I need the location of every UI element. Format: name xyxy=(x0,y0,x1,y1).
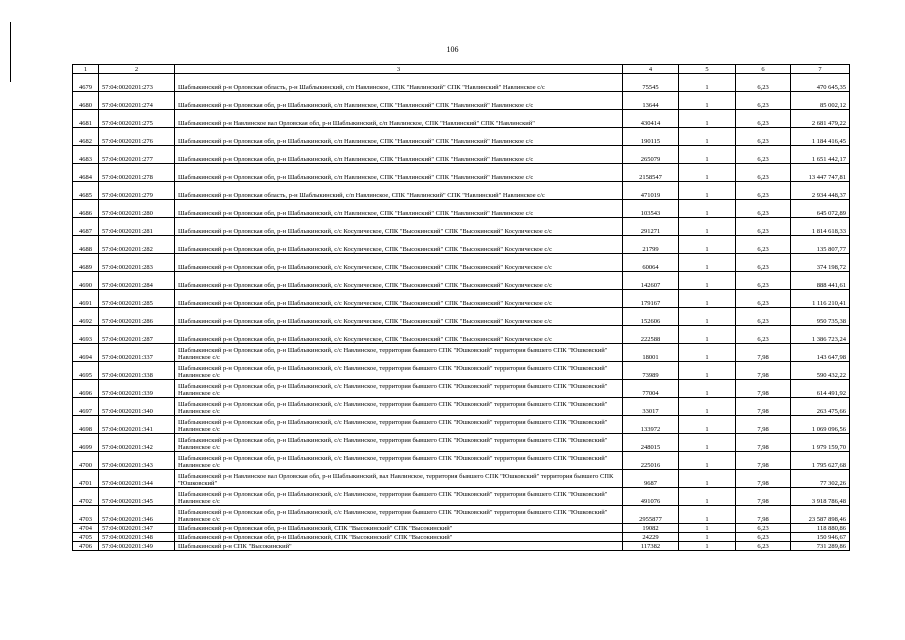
address-text: Шаблыкинский р-н Орловская обл, р-н Шаблыкинский, с/п Навлинское, СПК "Навлинский" СПК "Навлинский" Навлинское с/с xyxy=(175,200,623,218)
cadastral-number: 57:04:0020201:285 xyxy=(99,290,175,308)
address-text: Шаблыкинский р-н Орловская обл, р-н Шаблыкинский, СПК "Высокинский" СПК "Высокинский" xyxy=(175,533,623,542)
area-value: 133972 xyxy=(623,416,679,434)
cadastral-number: 57:04:0020201:280 xyxy=(99,200,175,218)
sum-value: 1 184 416,45 xyxy=(791,128,850,146)
table-row xyxy=(73,236,850,254)
sum-value: 3 918 786,48 xyxy=(791,488,850,506)
sum-value: 143 647,98 xyxy=(791,344,850,362)
table-row xyxy=(73,128,850,146)
sum-value: 1 795 627,68 xyxy=(791,452,850,470)
row-number: 4691 xyxy=(73,290,99,308)
area-value: 179167 xyxy=(623,290,679,308)
table-row xyxy=(73,92,850,110)
row-number: 4695 xyxy=(73,362,99,380)
table-row xyxy=(73,488,850,506)
row-number: 4687 xyxy=(73,218,99,236)
table-row xyxy=(73,326,850,344)
sum-value: 263 475,66 xyxy=(791,398,850,416)
table-row xyxy=(73,146,850,164)
cadastral-number: 57:04:0020201:347 xyxy=(99,524,175,533)
column-header: 7 xyxy=(791,65,850,74)
address-text: Шаблыкинский р-н Орловская обл, р-н Шаблыкинский, с/п Навлинское, СПК "Навлинский" СПК "Навлинский" Навлинское с/с xyxy=(175,92,623,110)
address-text: Шаблыкинский р-н Орловская обл, р-н Шаблыкинский, с/с Косулическое, СПК "Высокинский" СПК "Высокинский" Косулическое с/с xyxy=(175,290,623,308)
address-text: Шаблыкинский р-н Орловская обл, р-н Шаблыкинский, с/с Навлинское, территория бывшего СПК "Юшковский" территория бывшего СПК "Юшковский" Навлинское с/с xyxy=(175,488,623,506)
cadastral-number: 57:04:0020201:345 xyxy=(99,488,175,506)
row-number: 4680 xyxy=(73,92,99,110)
sum-value: 614 491,92 xyxy=(791,380,850,398)
rate-value: 7,98 xyxy=(736,416,791,434)
page-number: 106 xyxy=(446,45,459,54)
cadastral-number: 57:04:0020201:343 xyxy=(99,452,175,470)
address-text: Шаблыкинский р-н Орловская обл, р-н Шаблыкинский, с/с Навлинское, территория бывшего СПК "Юшковский" территория бывшего СПК "Юшковский" Навлинское с/с xyxy=(175,416,623,434)
column-header: 1 xyxy=(73,65,99,74)
sum-value: 77 302,26 xyxy=(791,470,850,488)
area-value: 265079 xyxy=(623,146,679,164)
sum-value: 888 441,61 xyxy=(791,272,850,290)
address-text: Шаблыкинский р-н Орловская обл, р-н Шаблыкинский, с/с Навлинское, территория бывшего СПК "Юшковский" территория бывшего СПК "Юшковский" Навлинское с/с xyxy=(175,398,623,416)
table-row xyxy=(73,164,850,182)
count-value: 1 xyxy=(679,200,736,218)
sum-value: 1 069 096,56 xyxy=(791,416,850,434)
count-value: 1 xyxy=(679,470,736,488)
sum-value: 645 072,89 xyxy=(791,200,850,218)
count-value: 1 xyxy=(679,254,736,272)
sum-value: 13 447 747,81 xyxy=(791,164,850,182)
table-row xyxy=(73,416,850,434)
table-row xyxy=(73,542,850,551)
sum-value: 731 289,86 xyxy=(791,542,850,551)
rate-value: 7,98 xyxy=(736,362,791,380)
address-text: Шаблыкинский р-н Орловская обл, р-н Шаблыкинский, с/с Навлинское, территория бывшего СПК "Юшковский" территория бывшего СПК "Юшковский" Навлинское с/с xyxy=(175,344,623,362)
table-row xyxy=(73,506,850,524)
area-value: 291271 xyxy=(623,218,679,236)
cadastral-number: 57:04:0020201:277 xyxy=(99,146,175,164)
rate-value: 6,23 xyxy=(736,146,791,164)
row-number: 4689 xyxy=(73,254,99,272)
area-value: 471019 xyxy=(623,182,679,200)
sum-value: 590 432,22 xyxy=(791,362,850,380)
area-value: 21799 xyxy=(623,236,679,254)
rate-value: 6,23 xyxy=(736,110,791,128)
row-number: 4701 xyxy=(73,470,99,488)
cadastral-number: 57:04:0020201:349 xyxy=(99,542,175,551)
row-number: 4688 xyxy=(73,236,99,254)
area-value: 2955877 xyxy=(623,506,679,524)
table-row xyxy=(73,398,850,416)
table-row xyxy=(73,200,850,218)
table-row xyxy=(73,524,850,533)
cadastral-number: 57:04:0020201:344 xyxy=(99,470,175,488)
area-value: 222588 xyxy=(623,326,679,344)
sum-value: 950 735,38 xyxy=(791,308,850,326)
table-row xyxy=(73,308,850,326)
cadastral-number: 57:04:0020201:337 xyxy=(99,344,175,362)
rate-value: 7,98 xyxy=(736,452,791,470)
rate-value: 6,23 xyxy=(736,164,791,182)
sum-value: 118 880,86 xyxy=(791,524,850,533)
count-value: 1 xyxy=(679,218,736,236)
rate-value: 6,23 xyxy=(736,254,791,272)
row-number: 4690 xyxy=(73,272,99,290)
sum-value: 1 814 618,33 xyxy=(791,218,850,236)
count-value: 1 xyxy=(679,416,736,434)
address-text: Шаблыкинский р-н Орловская обл, р-н Шаблыкинский, с/п Навлинское, СПК "Навлинский" СПК "Навлинский" Навлинское с/с xyxy=(175,146,623,164)
rate-value: 6,23 xyxy=(736,272,791,290)
column-header: 6 xyxy=(736,65,791,74)
header-row xyxy=(73,65,850,74)
sum-value: 1 386 723,24 xyxy=(791,326,850,344)
area-value: 18001 xyxy=(623,344,679,362)
count-value: 1 xyxy=(679,308,736,326)
address-text: Шаблыкинский р-н Орловская область, р-н Шаблыкинский, с/п Навлинское, СПК "Навлинский" СПК "Навлинский" Навлинское с/с xyxy=(175,74,623,92)
address-text: Шаблыкинский р-н Орловская обл, р-н Шаблыкинский, с/с Навлинское, территория бывшего СПК "Юшковский" территория бывшего СПК "Юшковский" Навлинское с/с xyxy=(175,452,623,470)
count-value: 1 xyxy=(679,326,736,344)
row-number: 4700 xyxy=(73,452,99,470)
count-value: 1 xyxy=(679,272,736,290)
sum-value: 2 934 448,37 xyxy=(791,182,850,200)
address-text: Шаблыкинский р-н Орловская обл, р-н Шаблыкинский, с/с Косулическое, СПК "Высокинский" СПК "Высокинский" Косулическое с/с xyxy=(175,236,623,254)
row-number: 4686 xyxy=(73,200,99,218)
cadastral-number: 57:04:0020201:278 xyxy=(99,164,175,182)
table-row xyxy=(73,470,850,488)
column-header: 2 xyxy=(99,65,175,74)
count-value: 1 xyxy=(679,452,736,470)
cadastral-number: 57:04:0020201:279 xyxy=(99,182,175,200)
rate-value: 6,23 xyxy=(736,524,791,533)
sum-value: 374 198,72 xyxy=(791,254,850,272)
count-value: 1 xyxy=(679,110,736,128)
cadastral-number: 57:04:0020201:341 xyxy=(99,416,175,434)
count-value: 1 xyxy=(679,74,736,92)
count-value: 1 xyxy=(679,524,736,533)
count-value: 1 xyxy=(679,533,736,542)
table-row xyxy=(73,182,850,200)
cadastral-number: 57:04:0020201:283 xyxy=(99,254,175,272)
rate-value: 6,23 xyxy=(736,74,791,92)
count-value: 1 xyxy=(679,182,736,200)
count-value: 1 xyxy=(679,344,736,362)
row-number: 4681 xyxy=(73,110,99,128)
address-text: Шаблыкинский р-н Навлинское вал Орловская обл, р-н Шаблыкинский, вал Навлинское, территория бывшего СПК "Юшковский" территория бывшего СПК "Юшковский" xyxy=(175,470,623,488)
cadastral-number: 57:04:0020201:286 xyxy=(99,308,175,326)
rate-value: 6,23 xyxy=(736,92,791,110)
address-text: Шаблыкинский р-н СПК "Высокинский" xyxy=(175,542,623,551)
rate-value: 7,98 xyxy=(736,470,791,488)
cadastral-number: 57:04:0020201:273 xyxy=(99,74,175,92)
sum-value: 85 002,12 xyxy=(791,92,850,110)
table-row xyxy=(73,290,850,308)
area-value: 248015 xyxy=(623,434,679,452)
sum-value: 135 807,77 xyxy=(791,236,850,254)
area-value: 9687 xyxy=(623,470,679,488)
area-value: 117382 xyxy=(623,542,679,551)
table-row xyxy=(73,272,850,290)
count-value: 1 xyxy=(679,542,736,551)
rate-value: 7,98 xyxy=(736,488,791,506)
table-body xyxy=(73,74,850,551)
rate-value: 6,23 xyxy=(736,326,791,344)
rate-value: 7,98 xyxy=(736,398,791,416)
row-number: 4693 xyxy=(73,326,99,344)
table-row xyxy=(73,362,850,380)
rate-value: 6,23 xyxy=(736,218,791,236)
column-header: 5 xyxy=(679,65,736,74)
rate-value: 6,23 xyxy=(736,533,791,542)
address-text: Шаблыкинский р-н Орловская обл, р-н Шаблыкинский, с/с Косулическое, СПК "Высокинский" СПК "Высокинский" Косулическое с/с xyxy=(175,272,623,290)
address-text: Шаблыкинский р-н Орловская обл, р-н Шаблыкинский, с/п Навлинское, СПК "Навлинский" СПК "Навлинский" Навлинское с/с xyxy=(175,164,623,182)
rate-value: 6,23 xyxy=(736,182,791,200)
area-value: 190115 xyxy=(623,128,679,146)
address-text: Шаблыкинский р-н Орловская обл, р-н Шаблыкинский, с/с Косулическое, СПК "Высокинский" СПК "Высокинский" Косулическое с/с xyxy=(175,254,623,272)
column-header: 4 xyxy=(623,65,679,74)
count-value: 1 xyxy=(679,398,736,416)
row-number: 4684 xyxy=(73,164,99,182)
area-value: 60064 xyxy=(623,254,679,272)
cadastral-number: 57:04:0020201:281 xyxy=(99,218,175,236)
area-value: 152606 xyxy=(623,308,679,326)
table-row xyxy=(73,533,850,542)
count-value: 1 xyxy=(679,362,736,380)
cadastral-number: 57:04:0020201:284 xyxy=(99,272,175,290)
count-value: 1 xyxy=(679,146,736,164)
cadastral-number: 57:04:0020201:339 xyxy=(99,380,175,398)
table-row xyxy=(73,218,850,236)
area-value: 19082 xyxy=(623,524,679,533)
table-row xyxy=(73,452,850,470)
row-number: 4682 xyxy=(73,128,99,146)
address-text: Шаблыкинский р-н Орловская обл, р-н Шаблыкинский, СПК "Высокинский" СПК "Высокинский" xyxy=(175,524,623,533)
table-row xyxy=(73,110,850,128)
count-value: 1 xyxy=(679,380,736,398)
area-value: 430414 xyxy=(623,110,679,128)
column-header: 3 xyxy=(175,65,623,74)
rate-value: 7,98 xyxy=(736,434,791,452)
count-value: 1 xyxy=(679,488,736,506)
address-text: Шаблыкинский р-н Орловская обл, р-н Шаблыкинский, с/с Косулическое, СПК "Высокинский" СПК "Высокинский" Косулическое с/с xyxy=(175,308,623,326)
cadastral-number: 57:04:0020201:342 xyxy=(99,434,175,452)
row-number: 4692 xyxy=(73,308,99,326)
area-value: 491076 xyxy=(623,488,679,506)
sum-value: 150 946,67 xyxy=(791,533,850,542)
count-value: 1 xyxy=(679,236,736,254)
area-value: 24229 xyxy=(623,533,679,542)
area-value: 225016 xyxy=(623,452,679,470)
rate-value: 7,98 xyxy=(736,506,791,524)
count-value: 1 xyxy=(679,506,736,524)
row-number: 4704 xyxy=(73,524,99,533)
address-text: Шаблыкинский р-н Орловская обл, р-н Шаблыкинский, с/п Навлинское, СПК "Навлинский" СПК "Навлинский" Навлинское с/с xyxy=(175,128,623,146)
area-value: 75545 xyxy=(623,74,679,92)
row-number: 4705 xyxy=(73,533,99,542)
rate-value: 6,23 xyxy=(736,200,791,218)
row-number: 4703 xyxy=(73,506,99,524)
sum-value: 1 979 159,70 xyxy=(791,434,850,452)
sum-value: 470 645,35 xyxy=(791,74,850,92)
table-row xyxy=(73,254,850,272)
cadastral-number: 57:04:0020201:287 xyxy=(99,326,175,344)
row-number: 4697 xyxy=(73,398,99,416)
address-text: Шаблыкинский р-н Орловская обл, р-н Шаблыкинский, с/с Навлинское, территория бывшего СПК "Юшковский" территория бывшего СПК "Юшковский" Навлинское с/с xyxy=(175,506,623,524)
sum-value: 23 587 898,46 xyxy=(791,506,850,524)
table-row xyxy=(73,380,850,398)
row-number: 4706 xyxy=(73,542,99,551)
rate-value: 6,23 xyxy=(736,308,791,326)
sum-value: 1 651 442,17 xyxy=(791,146,850,164)
area-value: 33017 xyxy=(623,398,679,416)
row-number: 4679 xyxy=(73,74,99,92)
sum-value: 2 681 479,22 xyxy=(791,110,850,128)
address-text: Шаблыкинский р-н Орловская обл, р-н Шаблыкинский, с/с Навлинское, территория бывшего СПК "Юшковский" территория бывшего СПК "Юшковский" Навлинское с/с xyxy=(175,380,623,398)
cadastral-number: 57:04:0020201:340 xyxy=(99,398,175,416)
rate-value: 6,23 xyxy=(736,290,791,308)
row-number: 4702 xyxy=(73,488,99,506)
count-value: 1 xyxy=(679,290,736,308)
row-number: 4696 xyxy=(73,380,99,398)
area-value: 73989 xyxy=(623,362,679,380)
row-number: 4694 xyxy=(73,344,99,362)
cadastral-number: 57:04:0020201:348 xyxy=(99,533,175,542)
rate-value: 6,23 xyxy=(736,542,791,551)
cadastral-number: 57:04:0020201:282 xyxy=(99,236,175,254)
rate-value: 7,98 xyxy=(736,344,791,362)
count-value: 1 xyxy=(679,128,736,146)
cadastral-number: 57:04:0020201:338 xyxy=(99,362,175,380)
register-table xyxy=(72,64,850,551)
area-value: 77004 xyxy=(623,380,679,398)
address-text: Шаблыкинский р-н Орловская область, р-н Шаблыкинский, с/п Навлинское, СПК "Навлинский" СПК "Навлинский" Навлинское с/с xyxy=(175,182,623,200)
address-text: Шаблыкинский р-н Орловская обл, р-н Шаблыкинский, с/с Навлинское, территория бывшего СПК "Юшковский" территория бывшего СПК "Юшковский" Навлинское с/с xyxy=(175,434,623,452)
area-value: 103543 xyxy=(623,200,679,218)
table-row xyxy=(73,434,850,452)
rate-value: 6,23 xyxy=(736,128,791,146)
row-number: 4685 xyxy=(73,182,99,200)
address-text: Шаблыкинский р-н Орловская обл, р-н Шаблыкинский, с/с Косулическое, СПК "Высокинский" СПК "Высокинский" Косулическое с/с xyxy=(175,326,623,344)
address-text: Шаблыкинский р-н Орловская обл, р-н Шаблыкинский, с/с Навлинское, территория бывшего СПК "Юшковский" территория бывшего СПК "Юшковский" Навлинское с/с xyxy=(175,362,623,380)
row-number: 4698 xyxy=(73,416,99,434)
table-row xyxy=(73,74,850,92)
address-text: Шаблыкинский р-н Орловская обл, р-н Шаблыкинский, с/с Косулическое, СПК "Высокинский" СПК "Высокинский" Косулическое с/с xyxy=(175,218,623,236)
cadastral-number: 57:04:0020201:346 xyxy=(99,506,175,524)
sum-value: 1 116 210,41 xyxy=(791,290,850,308)
area-value: 2158547 xyxy=(623,164,679,182)
count-value: 1 xyxy=(679,92,736,110)
row-number: 4683 xyxy=(73,146,99,164)
area-value: 13644 xyxy=(623,92,679,110)
count-value: 1 xyxy=(679,164,736,182)
address-text: Шаблыкинский р-н Навлинское вал Орловская обл, р-н Шаблыкинский, с/п Навлинское, СПК "Навлинский" СПК "Навлинский" xyxy=(175,110,623,128)
rate-value: 6,23 xyxy=(736,236,791,254)
cadastral-number: 57:04:0020201:276 xyxy=(99,128,175,146)
rate-value: 7,98 xyxy=(736,380,791,398)
count-value: 1 xyxy=(679,434,736,452)
cadastral-number: 57:04:0020201:274 xyxy=(99,92,175,110)
area-value: 142607 xyxy=(623,272,679,290)
cadastral-number: 57:04:0020201:275 xyxy=(99,110,175,128)
table-row xyxy=(73,344,850,362)
row-number: 4699 xyxy=(73,434,99,452)
